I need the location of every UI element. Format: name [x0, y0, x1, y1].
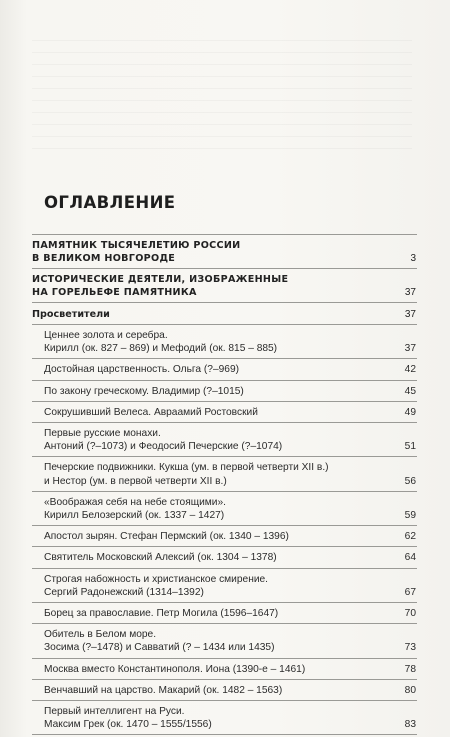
page-number: 37 [404, 343, 416, 355]
page-number: 78 [404, 663, 416, 675]
entry-line: Антоний (?–1073) и Феодосий Печерские (?–1074) [44, 441, 283, 453]
entry-line: Венчавший на царство. Макарий (ок. 1482 – 1563) [44, 684, 283, 696]
toc-entry[interactable] [32, 569, 417, 603]
page-number: 83 [404, 719, 416, 731]
page-number: 67 [404, 586, 416, 598]
toc-major-entry[interactable] [32, 269, 417, 303]
toc-entry[interactable] [32, 381, 417, 402]
page-number: 56 [404, 475, 416, 487]
page-title: ОГЛАВЛЕНИЕ [44, 193, 176, 212]
toc-entry[interactable] [32, 701, 417, 735]
page-number: 59 [404, 510, 416, 522]
entry-line: Ценнее золота и серебра. [44, 330, 168, 341]
page-number: 62 [404, 531, 416, 543]
toc-entry[interactable] [32, 457, 417, 491]
page-number: 64 [404, 552, 416, 564]
toc-section-entry[interactable] [32, 303, 417, 325]
page-number: 70 [404, 608, 416, 620]
page-number: 73 [404, 642, 416, 654]
entry-line: По закону греческому. Владимир (?–1015) [44, 385, 244, 397]
entry-line: Кирилл Белозерский (ок. 1337 – 1427) [44, 510, 225, 522]
entry-line: Апостол зырян. Стефан Пермский (ок. 1340 – 1396) [44, 531, 289, 543]
toc-entry[interactable] [32, 624, 417, 658]
entry-line: Кирилл (ок. 827 – 869) и Мефодий (ок. 815 – 885) [44, 343, 278, 355]
toc-entry[interactable] [32, 492, 417, 526]
entry-line: Сергий Радонежский (1314–1392) [44, 586, 204, 598]
page-number: 37 [404, 287, 416, 298]
page-number: 3 [410, 253, 416, 264]
page-number: 51 [404, 441, 416, 453]
entry-line: и Нестор (ум. в первой четверти XII в.) [44, 475, 227, 487]
toc-entry[interactable] [32, 526, 417, 547]
entry-line: Обитель в Белом море. [44, 629, 157, 641]
toc-entry[interactable] [32, 680, 417, 701]
entry-line: Зосима (?–1478) и Савватий (? – 1434 или 1435) [44, 642, 275, 654]
toc-entry[interactable] [32, 547, 417, 568]
toc-major-entry[interactable] [32, 234, 417, 269]
entry-line: Максим Грек (ок. 1470 – 1555/1556) [44, 719, 212, 731]
page-number: 42 [404, 364, 416, 376]
table-of-contents [32, 234, 417, 735]
toc-entry[interactable] [32, 359, 417, 380]
entry-line: Святитель Московский Алексий (ок. 1304 – 1378) [44, 552, 277, 564]
entry-line: Первый интеллигент на Руси. [44, 706, 185, 718]
entry-line: Печерские подвижники. Кукша (ум. в первой четверти XII в.) [44, 462, 329, 474]
entry-line: «Воображая себя на небе стоящими». [44, 496, 226, 508]
toc-entry[interactable] [32, 603, 417, 624]
entry-line: Достойная царственность. Ольга (?–969) [44, 364, 240, 376]
entry-line: В ВЕЛИКОМ НОВГОРОДЕ [32, 253, 176, 264]
section-label: Просветители [32, 309, 110, 320]
bleed-through-text [32, 40, 412, 160]
page-number: 49 [404, 406, 416, 418]
entry-line: НА ГОРЕЛЬЕФЕ ПАМЯТНИКА [32, 287, 197, 298]
entry-line: Борец за православие. Петр Могила (1596–1647) [44, 608, 279, 620]
entry-line: ПАМЯТНИК ТЫСЯЧЕЛЕТИЮ РОССИИ [32, 240, 241, 251]
page-number: 80 [404, 684, 416, 696]
entry-line: Первые русские монахи. [44, 428, 161, 440]
entry-line: ИСТОРИЧЕСКИЕ ДЕЯТЕЛИ, ИЗОБРАЖЕННЫЕ [32, 274, 289, 285]
toc-entry[interactable] [32, 325, 417, 359]
entry-line: Строгая набожность и христианское смирение. [44, 573, 269, 585]
page-number: 37 [404, 309, 416, 320]
toc-entry[interactable] [32, 659, 417, 680]
entry-line: Сокрушивший Велеса. Авраамий Ростовский [44, 406, 258, 418]
toc-entry[interactable] [32, 423, 417, 457]
entry-line: Москва вместо Константинополя. Иона (1390-е – 1461) [44, 663, 306, 675]
toc-entry[interactable] [32, 402, 417, 423]
page-number: 45 [404, 385, 416, 397]
